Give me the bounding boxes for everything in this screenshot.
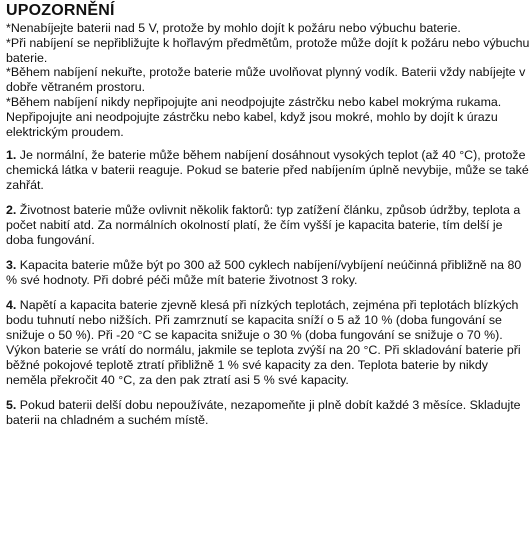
note-number: 5.: [6, 398, 17, 413]
warning-item: *Během nabíjení nekuřte, protože baterie může uvolňovat plynný vodík. Baterii vždy nabíjejte v dobře větraném prostoru.: [6, 65, 526, 95]
note-text: Je normální, že baterie může během nabíjení dosáhnout vysokých teplot (až 40 °C), protože chemická látka v baterii reaguje. Pokud se baterie před nabíjením úplně nevybije, může se také zahřát.: [6, 148, 529, 193]
warning-item: *Během nabíjení nikdy nepřipojujte ani neodpojujte zástrčku nebo kabel mokrýma rukama. Nepřipojujte ani neodpojujte zástrčku nebo kabel, když jsou mokré, mohlo by dojít k úrazu elektrickým proudem.: [6, 94, 502, 139]
document-page: [6, 2, 530, 438]
warning-list: [6, 21, 530, 139]
note-text: Kapacita baterie může být po 300 až 500 cyklech nabíjení/vybíjení neúčinná přibližně na 80 % své hodnoty. Při dobré péči může mít baterie životnost 3 roky.: [6, 258, 522, 288]
note-number: 4.: [6, 298, 17, 313]
page-title: UPOZORNĚNÍ: [6, 2, 115, 19]
note-paragraph: [6, 148, 530, 193]
warning-item: *Nenabíjejte baterii nad 5 V, protože by mohlo dojít k požáru nebo výbuchu baterie.: [6, 21, 461, 35]
note-list: [6, 148, 530, 428]
note-paragraph: [6, 258, 530, 288]
note-text: Životnost baterie může ovlivnit několik faktorů: typ zatížení článku, způsob údržby, teplota a počet nabití atd. Za normálních okolností platí, že čím vyšší je kapacita baterie, tím delší je doba fungování.: [6, 203, 521, 248]
warning-item: *Při nabíjení se nepřibližujte k hořlavým předmětům, protože může dojít k požáru nebo výbuchu baterie.: [6, 35, 530, 65]
note-paragraph: [6, 203, 530, 248]
note-text: Napětí a kapacita baterie zjevně klesá při nízkých teplotách, zejména při teplotách blízkých bodu tuhnutí nebo nižších. Při zamrznutí se kapacita sníží o 5 až 10 % (doba fungování se snižuje o 50 %). Při -20 °C se kapacita snižuje o 30 % (doba fungování se snižuje o 70 %). Výkon baterie se vrátí do normálu, jakmile se teplota zvýší na 20 °C. Při skladování baterie při běžné pokojové teplotě ztratí přibližně 1 % své kapacity za den. Teplota baterie by nikdy neměla překročit 40 °C, za den pak ztratí asi 5 % své kapacity.: [6, 298, 521, 388]
note-number: 3.: [6, 258, 17, 273]
note-number: 2.: [6, 203, 17, 218]
note-number: 1.: [6, 148, 17, 163]
note-paragraph: [6, 398, 530, 428]
note-paragraph: [6, 298, 530, 388]
note-text: Pokud baterii delší dobu nepoužíváte, nezapomeňte ji plně dobít každé 3 měsíce. Skladujte baterii na chladném a suchém místě.: [6, 398, 521, 428]
